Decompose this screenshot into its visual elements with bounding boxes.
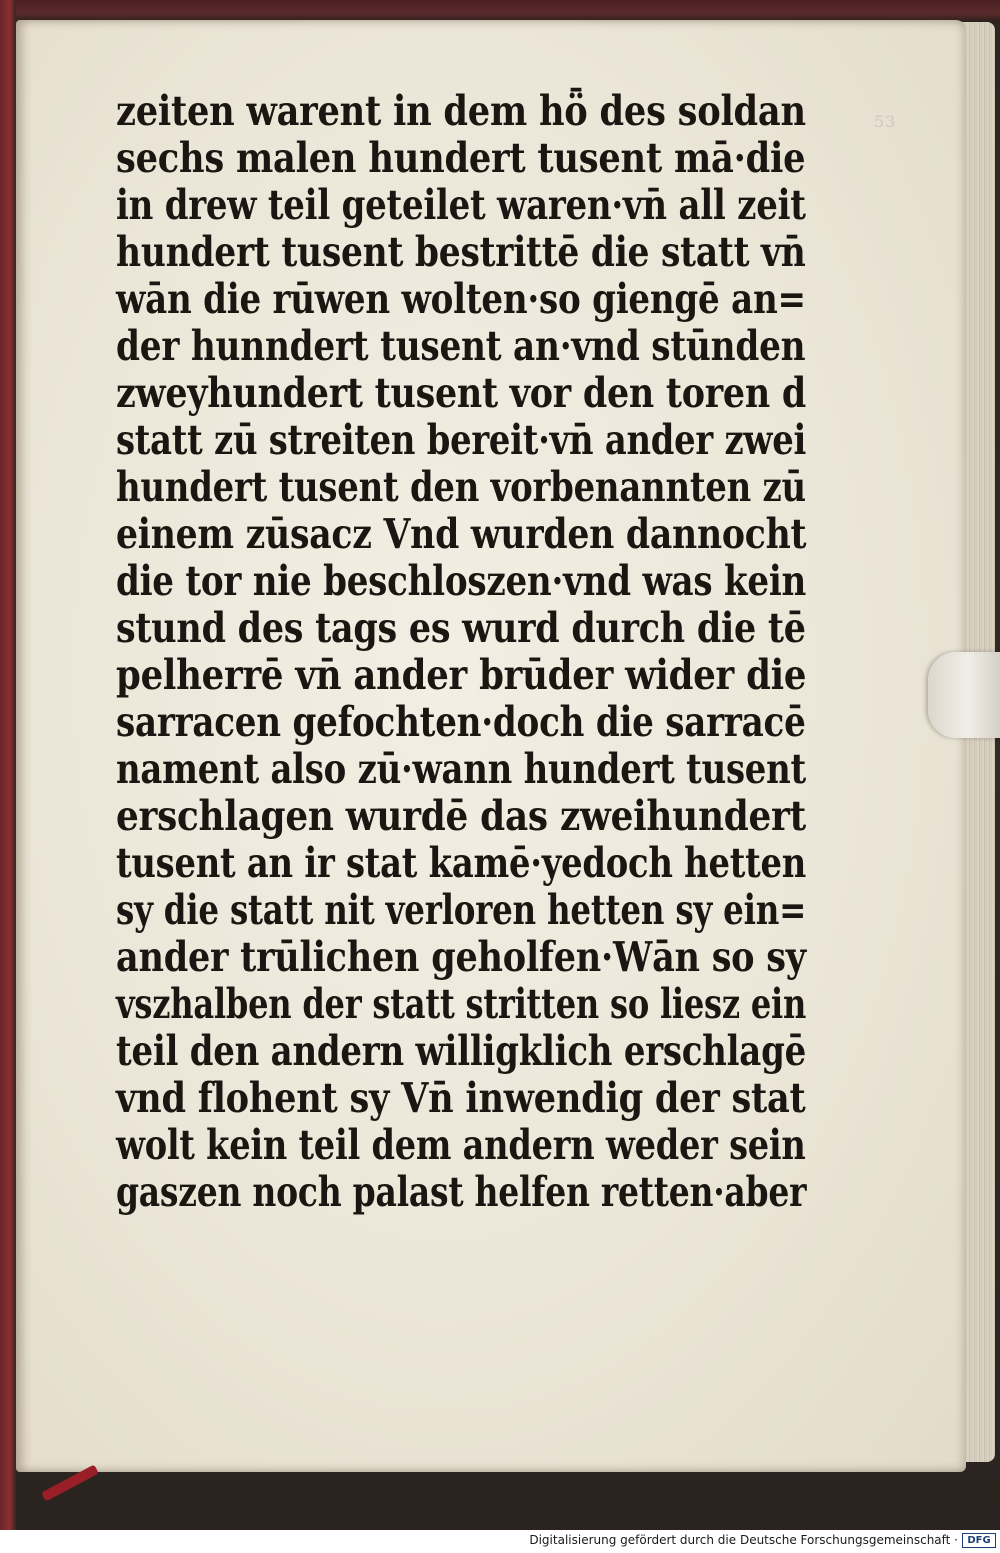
text-line: gaszen noch palast helfen retten·aber	[116, 1168, 807, 1216]
text-line: zeiten warent in dem hȫ des soldan	[116, 87, 806, 135]
text-line: ander trūlichen geholfen·Wān so sy	[116, 933, 806, 981]
dfg-logo: DFG	[962, 1533, 996, 1548]
text-line: stund des tags es wurd durch die tē	[116, 604, 806, 652]
text-line: sarracen gefochten·doch die sarracē	[116, 698, 806, 746]
text-block	[116, 88, 816, 1216]
text-line: erschlagen wurdē das zweihundert	[116, 792, 806, 840]
text-line: vnd flohent sy Vn̄ inwendig der stat	[116, 1074, 806, 1122]
text-line: sechs malen hundert tusent mā·die	[116, 134, 806, 182]
text-line: statt zū streiten bereit·vn̄ ander zwei	[116, 416, 807, 464]
text-line: in drew teil geteilet waren·vn̄ all zeit	[116, 181, 806, 229]
page-number: 53	[874, 112, 897, 131]
binding-top-edge	[0, 0, 1000, 22]
text-line: teil den andern willigklich erschlagē	[116, 1027, 806, 1075]
funding-credit: Digitalisierung gefördert durch die Deutsche Forschungsgemeinschaft ·	[529, 1533, 958, 1547]
text-line: hundert tusent den vorbenannten zū	[116, 463, 806, 511]
bookmark-tab	[928, 652, 1000, 738]
text-line: vszhalben der statt stritten so liesz ein	[116, 980, 807, 1028]
text-line: wān die rūwen wolten·so giengē an=	[116, 275, 806, 323]
text-line: wolt kein teil dem andern weder sein	[116, 1121, 806, 1169]
footer-bar	[0, 1530, 1000, 1553]
text-line: der hunndert tusent an·vnd stūnden	[116, 322, 806, 370]
text-line: einem zūsacz Vnd wurden dannocht	[116, 510, 807, 558]
text-line: sy die statt nit verloren hetten sy ein=	[116, 886, 807, 934]
text-line: hundert tusent bestrittē die statt vn̄	[116, 228, 806, 276]
text-line: die tor nie beschloszen·vnd was kein	[116, 557, 807, 605]
text-line: pelherrē vn̄ ander brūder wider die	[116, 651, 807, 699]
text-line: nament also zū·wann hundert tusent	[116, 745, 806, 793]
text-line: tusent an ir stat kamē·yedoch hetten	[116, 839, 807, 887]
text-line: zweyhundert tusent vor den toren d	[116, 369, 807, 417]
binding-left-edge	[0, 0, 16, 1530]
